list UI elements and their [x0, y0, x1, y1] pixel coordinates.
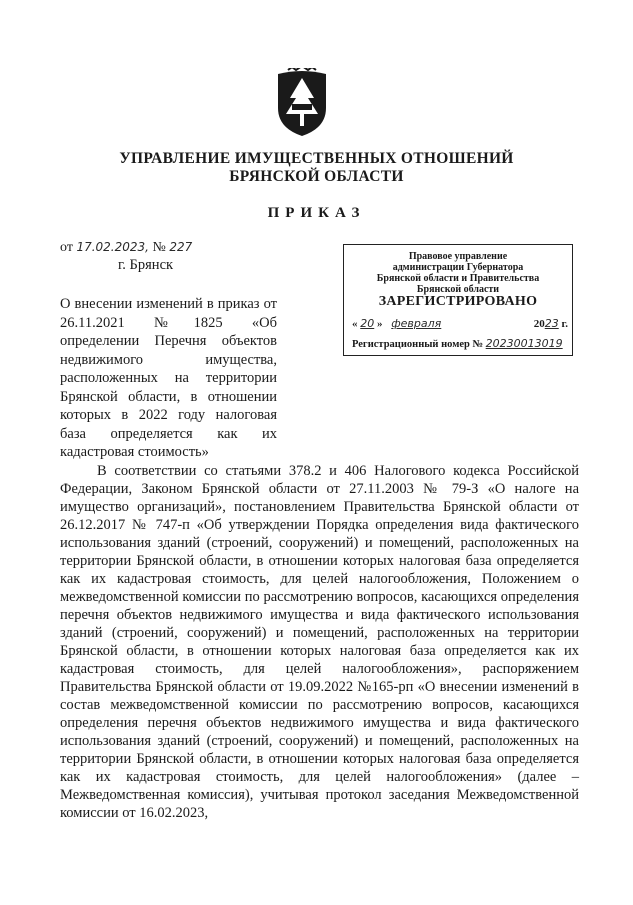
stamp-line3: Брянской области и Правительства	[376, 273, 540, 284]
stamp-year: 23	[544, 317, 559, 330]
stamp-month: февраля	[391, 317, 442, 330]
stamp-reg-label: Регистрационный номер №	[352, 339, 484, 350]
stamp-reg-value: 20230013019	[485, 337, 563, 350]
organization-name-line2: БРЯНСКОЙ ОБЛАСТИ	[229, 168, 404, 185]
order-subject: О внесении изменений в приказ от 26.11.2021 №1825 «Об определении Перечня объектов недвижимого имущества, расположенных на территории Брянской области, в отношении которых в 2022 году налоговая база определяется как их кадастровая стоимость»	[60, 296, 277, 460]
order-date-number: от 17.02.2023, № 227	[60, 240, 193, 255]
stamp-line4: Брянской области	[416, 284, 500, 295]
stamp-line2: администрации Губернатора	[392, 262, 524, 273]
organization-name-line1: УПРАВЛЕНИЕ ИМУЩЕСТВЕННЫХ ОТНОШЕНИЙ	[119, 150, 514, 167]
coat-of-arms-emblem	[274, 68, 330, 138]
handwritten-number: 227	[169, 240, 193, 254]
from-prefix: от	[60, 240, 73, 255]
stamp-registered: ЗАРЕГИСТРИРОВАНО	[378, 294, 538, 309]
stamp-day: 20	[360, 317, 375, 330]
stamp-reg-number	[352, 337, 572, 350]
document-title: ПРИКАЗ	[267, 205, 366, 221]
stamp-line1: Правовое управление	[408, 251, 508, 262]
handwritten-date: 17.02.2023	[76, 240, 146, 254]
city: г. Брянск	[118, 257, 174, 273]
stamp-date: « 20 » февраля 2023 г.	[352, 317, 568, 330]
number-prefix: №	[152, 240, 166, 255]
order-body-text: В соответствии со статьями 378.2 и 406 Налогового кодекса Российской Федерации, Законом Брянской области от 27.11.2003 № 79-З «О налоге на имущество организаций», постановлением Правительства Брянской области от 26.12.2017 № 747-п «Об утверждении Порядка определения вида фактического использования зданий (строений, сооружений) и помещений, расположенных на территории Брянской области, в отношении которых налоговая база определяется как их кадастровая стоимость, для целей налогообложения, Положением о межведомственной комиссии по рассмотрению вопросов, касающихся определения перечня объектов недвижимого имущества и вида фактического использования зданий (строений, сооружений) и помещений, расположенных на территории Брянской области, в отношении которых налоговая база определяется как их кадастровая стоимость, для целей налогообложения», распоряжением Правительства Брянской области от 19.09.2022 №165-рп «О внесении изменений в состав межведомственной комиссии по рассмотрению вопросов, касающихся определения перечня объектов недвижимого имущества и вида фактического использования зданий (строений, сооружений) и помещений, расположенных на территории Брянской области, в отношении которых налоговая база определяется как их кадастровая стоимость, для целей налогообложения» (далее – Межведомственная комиссия), учитывая протокол заседания Межведомственной комиссии от 16.02.2023,	[60, 463, 579, 821]
registration-stamp	[343, 244, 573, 356]
